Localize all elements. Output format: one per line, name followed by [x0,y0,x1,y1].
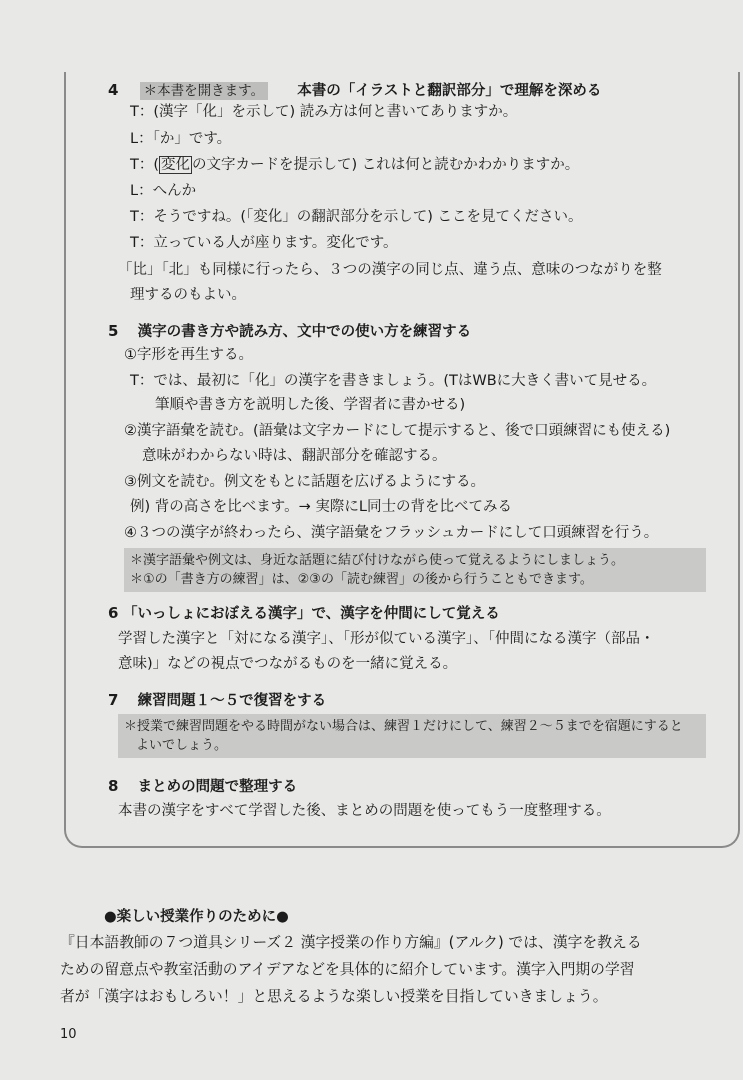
step-line: 意味がわからない時は、翻訳部分を確認する。 [142,448,447,464]
section-5-heading [108,321,471,342]
note-line: ＊漢字語彙や例文は、身近な話題に結び付けながら使って覚えるようにしましょう。 [130,553,625,568]
section-title: 本書の「イラストと翻訳部分」で理解を深める [297,83,602,99]
step-line: ①字形を再生する。 [124,347,253,363]
step-line: ④３つの漢字が終わったら、漢字語彙をフラッシュカードにして口頭練習を行う。 [124,525,659,541]
dialogue-line: 筆順や書き方を説明した後、学習者に書かせる) [155,397,466,413]
note-line: よいでしょう。 [136,738,228,753]
section-title: 漢字の書き方や読み方、文中での使い方を練習する [137,324,472,340]
section-4-heading [108,80,601,101]
example-line: 例) 背の高さを比べます。→ 実際にL同士の背を比べてみる [130,499,512,515]
dialogue-line: T：そうですね。(「変化」の翻訳部分を示して) ここを見てください。 [130,209,583,225]
note-line: ＊授業で練習問題をやる時間がない場合は、練習１だけにして、練習２～５までを宿題にすると [124,719,683,734]
dialogue-line: T：( 変化 の文字カードを提示して) これは何と読むかわかりますか。 [130,157,580,173]
paragraph-line: 「比」「北」も同様に行ったら、３つの漢字の同じ点、違う点、意味のつながりを整 [118,262,662,278]
section-number: 4 [108,81,119,99]
page-number: 10 [60,1027,77,1042]
footer-paragraph-line: ための留意点や教室活動のアイデアなどを具体的に紹介しています。漢字入門期の学習 [60,961,635,978]
step-line: ②漢字語彙を読む。(語彙は文字カードにして提示すると、後で口頭練習にも使える) [124,423,671,439]
section-title: 練習問題１～５で復習をする [137,693,327,709]
section-title: まとめの問題で整理する [137,779,298,795]
instruction-tag: ＊本書を開きます。 [140,82,268,100]
section-number: 8 [108,777,119,795]
footer-heading: ●楽しい授業作りのために● [104,909,289,925]
section-number: 5 [108,322,119,340]
section-8-heading [108,776,297,797]
step-line: ③例文を読む。例文をもとに話題を広げるようにする。 [124,474,485,490]
footer-paragraph-line: 『日本語教師の７つ道具シリーズ２ 漢字授業の作り方編』(アルク) では、漢字を教える [60,934,642,951]
dialogue-line: T：(漢字「化」を示して) 読み方は何と書いてありますか。 [130,104,518,120]
section-number: 7 [108,691,119,709]
note-box [124,548,706,592]
footer-paragraph-line: 者が「漢字はおもしろい！」と思えるような楽しい授業を目指していきましょう。 [60,988,608,1005]
section-title: 「いっしょにおぼえる漢字」で、漢字を仲間にして覚える [123,606,500,622]
section-7-heading [108,690,326,711]
section-number: 6 [108,604,119,622]
paragraph-line: 本書の漢字をすべて学習した後、まとめの問題を使ってもう一度整理する。 [118,803,611,819]
note-box [118,714,706,758]
paragraph-line: 理するのもよい。 [130,287,246,303]
note-line: ＊①の「書き方の練習」は、②③の「読む練習」の後から行うこともできます。 [130,572,593,587]
boxed-word: 変化 [161,157,191,173]
paragraph-line: 意味)」などの視点でつながるものを一緒に覚える。 [118,656,458,672]
dialogue-line: T：では、最初に「化」の漢字を書きましょう。(TはWBに大きく書いて見せる。 [130,373,657,389]
paragraph-line: 学習した漢字と「対になる漢字」、「形が似ている漢字」、「仲間になる漢字（部品・ [118,631,655,647]
dialogue-line: T：立っている人が座ります。変化です。 [130,235,398,251]
section-6-heading [108,603,500,624]
dialogue-line: L：「か」です。 [130,131,232,147]
dialogue-line: L：へんか [130,183,197,199]
